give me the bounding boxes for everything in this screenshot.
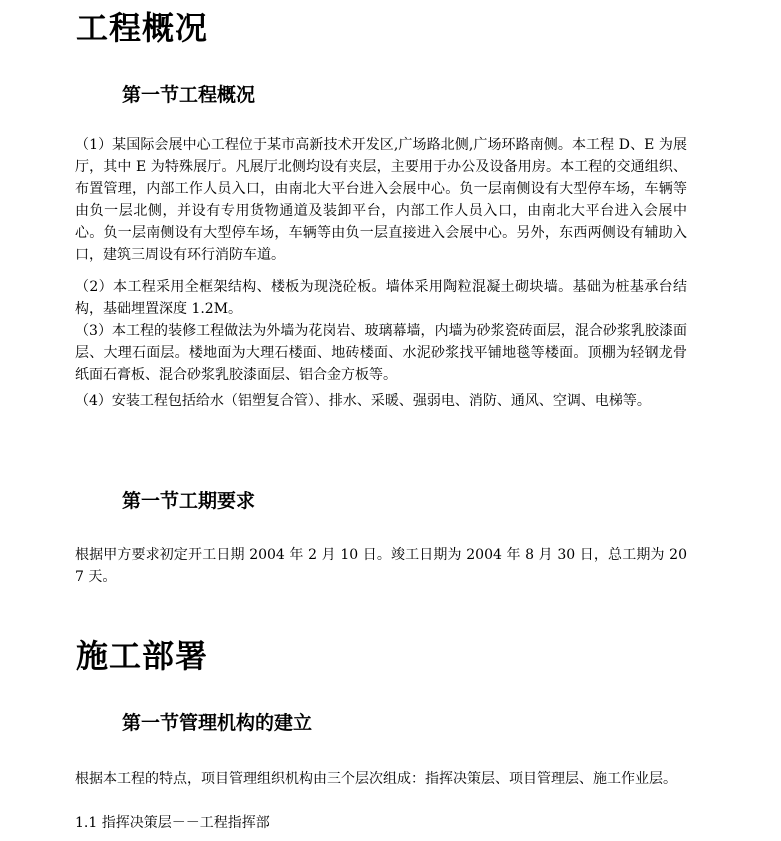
subsection-title-schedule: 第一节工期要求 [122,490,256,512]
list-item-command-layer: 1.1 指挥决策层－－工程指挥部 [75,815,270,831]
section-title-project-overview: 工程概况 [76,9,209,47]
paragraph-project-location: （1）某国际会展中心工程位于某市高新技术开发区,广场路北侧,广场环路南侧。本工程 D、E 为展厅，其中 E 为特殊展厅。凡展厅北侧均设有夹层，主要用于办公及设备用房。本工程的交通组织、布置管理，内部工作人员入口，由南北大平台进入会展中心。负一层南侧设有大型停车场，车辆等由负一层北侧，并设有专用货物通道及装卸平台，内部工作人员入口，由南北大平台进入会展中心。负一层南侧设有大型停车场，车辆等由负一层直接进入会展中心。另外，东西两侧设有辅助入口，建筑三周设有环行消防车道。 [75,137,687,263]
section-title-construction-deployment: 施工部署 [76,637,209,675]
subsection-title-management: 第一节管理机构的建立 [122,712,313,734]
paragraph-decoration: （3）本工程的装修工程做法为外墙为花岗岩、玻璃幕墙，内墙为砂浆瓷砖面层，混合砂浆乳胶漆面层、大理石面层。楼地面为大理石楼面、地砖楼面、水泥砂浆找平铺地毯等楼面。顶棚为轻钢龙骨纸面石膏板、混合砂浆乳胶漆面层、铝合金方板等。 [75,323,687,383]
paragraph-management: 根据本工程的特点，项目管理组织机构由三个层次组成：指挥决策层、项目管理层、施工作业层。 [75,771,677,787]
subsection-title-project-overview: 第一节工程概况 [122,84,256,106]
paragraph-structure: （2）本工程采用全框架结构、楼板为现浇砼板。墙体采用陶粒混凝土砌块墙。基础为桩基承台结构，基础埋置深度 1.2M。 [75,279,687,317]
paragraph-installation: （4）安装工程包括给水（铝塑复合管）、排水、采暖、强弱电、消防、通风、空调、电梯等。 [75,393,651,409]
paragraph-schedule: 根据甲方要求初定开工日期 2004 年 2 月 10 日。竣工日期为 2004 年 8 月 30 日，总工期为 207 天。 [75,547,687,585]
